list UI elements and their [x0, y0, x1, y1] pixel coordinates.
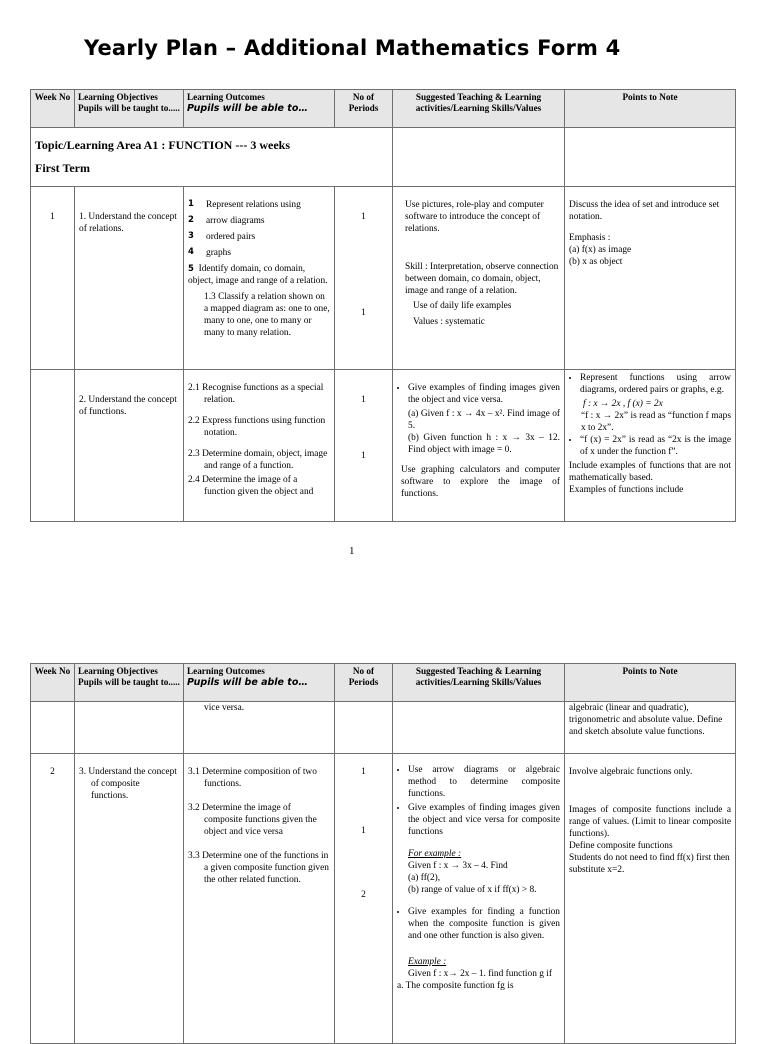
header-outcomes: Learning Outcomes Pupils will be able to… [184, 664, 335, 702]
topic-title: Topic/Learning Area A1 : FUNCTION --- 3 weeks [35, 138, 290, 152]
list-item: 3.2 Determine the image of composite functions given the object and vice versa [188, 803, 317, 838]
notes-cell: algebraic (linear and quadratic), trigonometric and absolute value. Define and sketch absolute value functions. [565, 702, 736, 754]
plan-table-page-2 [30, 663, 736, 1044]
list-item: • Represent functions using arrow diagrams, ordered pairs or graphs, e.g. [580, 372, 731, 396]
activities-cell: • Use arrow diagrams or algebraic method to determine composite functions. • Give examples of finding images given the object and vice versa for composite functions For example : Given f : x → 3x – 4. Find (a) ff(2), (b) range of value of x if ff(x) > 8. • Give examples for finding a function when the composite function is given and one other function is also given. Example : Given f : x→ 2x – 1. find function g if a. The composite function fg is [393, 754, 565, 1044]
page-number: 1 [349, 545, 355, 557]
list-item: 3.1 Determine composition of two functions. [188, 767, 317, 790]
table-header-row [31, 90, 736, 128]
list-item: 2 arrow diagrams [188, 214, 265, 226]
list-item: • Give examples of finding images given the object and vice versa. [408, 382, 560, 406]
table-row [31, 702, 736, 754]
outcomes-cell: vice versa. [184, 702, 335, 754]
outcomes-cell [184, 369, 335, 521]
periods-cell: 1 1 [335, 369, 393, 521]
outcomes-cell [184, 186, 335, 369]
header-periods: No of Periods [335, 90, 393, 128]
topic-cell [31, 128, 393, 187]
notes-cell: • Represent functions using arrow diagrams, ordered pairs or graphs, e.g. f : x → 2x , f (x) = 2x “f : x → 2x” is read as “function f maps x to 2x”. • “f (x) = 2x” is read as “2x is the image of x under the function f”. Include examples of functions that are not mathematically based. Examples of functions include [565, 369, 736, 521]
header-outcomes-sub: Pupils will be able to… [187, 677, 308, 689]
objective-cell: 3. Understand the concept of composite functions. [75, 754, 184, 1044]
list-item: • “f (x) = 2x” is read as “2x is the image of x under the function f”. [580, 434, 731, 458]
header-objectives: Learning Objectives Pupils will be taught to..... [75, 664, 184, 702]
notes-cell: Discuss the idea of set and introduce set notation. Emphasis : (a) f(x) as image (b) x as object [565, 186, 736, 369]
list-item: 2.4 Determine the image of a function given the object and [188, 474, 314, 497]
periods-cell: 1 1 2 [335, 754, 393, 1044]
outcome-1-3: 1.3 Classify a relation shown on a mapped diagram as: one to one, many to one, one to many or many to many relation. [204, 291, 330, 338]
header-periods: No of Periods [335, 664, 393, 702]
header-outcomes-sub: Pupils will be able to… [187, 103, 308, 115]
list-item: 2.3 Determine domain, object, image and range of a function. [188, 448, 328, 471]
list-item: 5 Identify domain, co domain, object, image and range of a relation. [188, 263, 328, 286]
list-item: • Give examples of finding images given the object and vice versa for composite functions [408, 802, 560, 838]
header-notes: Points to Note [565, 664, 736, 702]
list-item: 3 ordered pairs [188, 230, 256, 242]
plan-table-page-1 [30, 89, 736, 522]
table-row [31, 369, 736, 521]
list-item: • Give examples for finding a function when the composite function is given and one other function is also given. [408, 906, 560, 942]
notes-cell: Involve algebraic functions only. Images of composite functions include a range of values. (Limit to linear composite functions). Define composite functions Students do not need to find ff(x) first then substitute x=2. [565, 754, 736, 1044]
activities-cell: • Give examples of finding images given the object and vice versa. (a) Given f : x → 4x – x². Find image of 5. (b) Given function h : x → 3x – 12. Find object with image = 0. Use graphing calculators and computer software to explore the image of functions. [393, 369, 565, 521]
list-item: 3.3 Determine one of the functions in a given composite function given the other related function. [188, 851, 329, 886]
header-activities: Suggested Teaching & Learning activities/Learning Skills/Values [393, 90, 565, 128]
term-label: First Term [35, 160, 90, 175]
header-week: Week No [31, 90, 75, 128]
header-outcomes: Learning Outcomes Pupils will be able to… [184, 90, 335, 128]
document-title: Yearly Plan – Additional Mathematics Form 4 [84, 36, 621, 60]
list-item: 2.1 Recognise functions as a special relation. [188, 382, 324, 405]
list-item: 2.2 Express functions using function notation. [188, 415, 326, 438]
week-cell: 1 [31, 186, 75, 369]
topic-row [31, 128, 736, 187]
list-item: 1 Represent relations using [188, 198, 301, 210]
week-cell: 2 [31, 754, 75, 1044]
activities-cell: Use pictures, role-play and computer software to introduce the concept of relations. Skill : Interpretation, observe connection between domain, co domain, object, image and range of a relation. Use of daily life examples Values : systematic [393, 186, 565, 369]
table-header-row [31, 664, 736, 702]
header-notes: Points to Note [565, 90, 736, 128]
header-objectives: Learning Objectives Pupils will be taught to..... [75, 90, 184, 128]
periods-cell: 1 1 [335, 186, 393, 369]
header-activities: Suggested Teaching & Learning activities/Learning Skills/Values [393, 664, 565, 702]
outcomes-cell [184, 754, 335, 1044]
objective-cell: 2. Understand the concept of functions. [75, 369, 184, 521]
table-row [31, 186, 736, 369]
objective-cell: 1. Understand the concept of relations. [75, 186, 184, 369]
list-item: • Use arrow diagrams or algebraic method to determine composite functions. [408, 764, 560, 800]
table-row [31, 754, 736, 1044]
header-week: Week No [31, 664, 75, 702]
list-item: 4 graphs [188, 246, 231, 258]
